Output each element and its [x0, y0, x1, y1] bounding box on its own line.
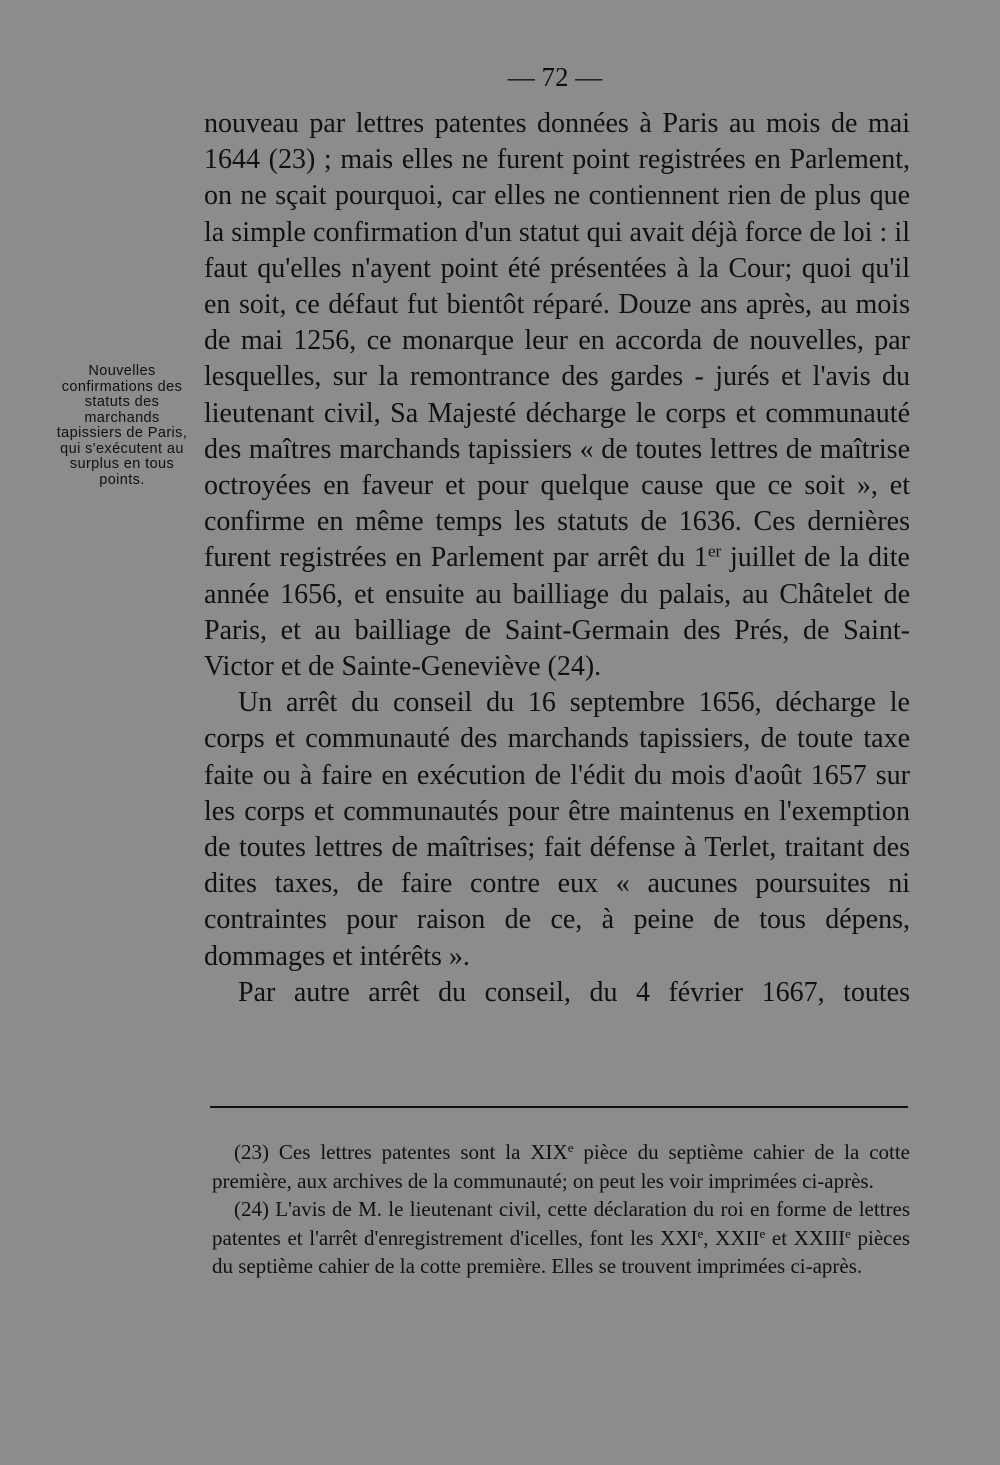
- main-text: [204, 106, 910, 1011]
- paragraph-3: Par autre arrêt du conseil, du 4 février 1667, toutes: [238, 976, 910, 1008]
- footnote-24-sup-1: e: [697, 1225, 704, 1241]
- footnotes: [212, 1138, 910, 1281]
- footnote-24-sup-2: e: [759, 1225, 766, 1241]
- footnote-24-text-b: , XXII: [703, 1225, 760, 1250]
- page-number: — 72 —: [507, 62, 603, 92]
- footnote-24-text-c: et XXIII: [765, 1225, 846, 1250]
- footnote-23-sup: e: [567, 1139, 574, 1155]
- superscript-er: er: [707, 541, 722, 561]
- footnote-24-text-d: pièces du septième cahier de la cotte première. Elles se trouvent imprimées ci-après.: [212, 1225, 910, 1278]
- footnote-24: [212, 1195, 910, 1281]
- footnote-24-text-a: (24) L'avis de M. le lieutenant civil, cette déclaration du roi en forme de lettres patentes et l'arrêt d'enregistrement d'icelles, font les XXI: [212, 1197, 910, 1250]
- footnote-23-text-a: (23) Ces lettres patentes sont la XIX: [234, 1140, 568, 1164]
- footnote-rule: [210, 1106, 908, 1108]
- footnote-23: [212, 1138, 910, 1195]
- footnote-24-sup-3: e: [845, 1225, 851, 1241]
- footnote-23-text-b: pièce du septième cahier de la cotte première, aux archives de la communauté; on peut les voir imprimées ci-après.: [212, 1140, 911, 1193]
- paragraph-1: [204, 106, 910, 685]
- paragraph-2: Un arrêt du conseil du 16 septembre 1656, décharge le corps et communauté des marchands tapissiers, de toute taxe faite ou à faire en exécution de l'édit du mois d'août 1657 sur les corps et communautés pour être maintenus en l'exemption de toutes lettres de maîtrises; fait défense à Terlet, traitant des dites taxes, de faire contre eux « aucunes poursuites ni contraintes pour raison de ce, à peine de tous dépens, dommages et intérêts ».: [204, 687, 910, 972]
- paragraph-1-text-a: nouveau par lettres patentes données à Paris au mois de mai 1644 (23) ; mais elles ne furent point registrées en Parlement, on ne sçait pourquoi, car elles ne contiennent rien de plus que la simple confirmation d'un statut qui avait déjà force de loi : il faut qu'elles n'ayent point été présentées à la Cour; quoi qu'il en soit, ce défaut fut bientôt réparé. Douze ans après, au mois de mai 1256, ce monarque leur en accorda de nouvelles, par lesquelles, sur la remontrance des gardes - jurés et l'avis du lieutenant civil, Sa Majesté décharge le corps et communauté des maîtres marchands tapissiers « de toutes lettres de maîtrise octroyées en faveur et pour quelque cause que ce soit », et confirme en même temps les statuts de 1636. Ces dernières furent registrées en Parlement par arrêt du 1: [204, 108, 910, 574]
- paragraph-1-text-b: juillet de la dite année 1656, et ensuite au bailliage du palais, au Châtelet de Paris, et au bailliage de Saint-Germain des Prés, de Saint-Victor et de Sainte-Geneviève (24).: [204, 542, 910, 683]
- margin-note: Nouvelles confirmations des statuts des marchands tapissiers de Paris, qui s'exécutent au surplus en tous points.: [56, 363, 188, 488]
